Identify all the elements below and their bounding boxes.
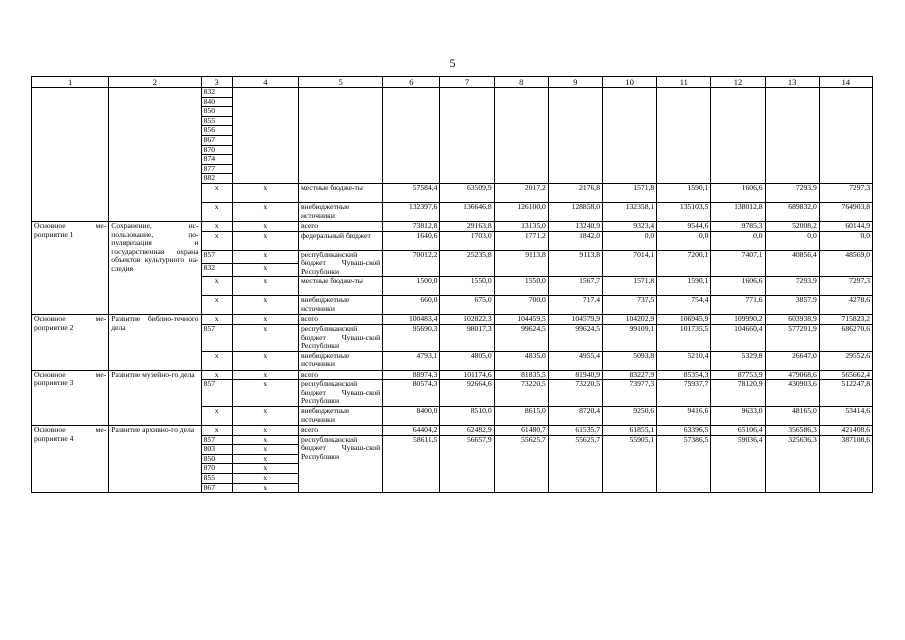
code-cell: x — [201, 426, 232, 436]
code-cell: 855 — [201, 116, 232, 126]
code-cell: x — [201, 202, 232, 221]
source-cell — [298, 88, 382, 184]
value-cell: 1771,2 — [494, 231, 548, 250]
value-cell: 1640,6 — [383, 231, 440, 250]
title-cell — [109, 88, 201, 222]
col4-cell: x — [232, 250, 298, 263]
value-cell — [765, 88, 819, 184]
value-cell: 104202,9 — [603, 315, 657, 325]
col4-cell — [232, 88, 298, 184]
budget-table — [31, 76, 873, 493]
value-cell: 104660,4 — [711, 324, 765, 351]
value-cell: 53414,6 — [819, 407, 872, 426]
code-cell: x — [201, 183, 232, 202]
value-cell: 126100,0 — [494, 202, 548, 221]
value-cell: 70012,2 — [383, 250, 440, 277]
value-cell: 675,0 — [440, 296, 494, 315]
value-cell: 83227,9 — [603, 370, 657, 380]
page-number: 5 — [449, 56, 456, 70]
value-cell: 57584,4 — [383, 183, 440, 202]
value-cell: 61535,7 — [548, 426, 602, 436]
value-cell — [657, 88, 711, 184]
value-cell: 660,0 — [383, 296, 440, 315]
value-cell: 61480,7 — [494, 426, 548, 436]
code-cell: 874 — [201, 155, 232, 165]
value-cell: 5210,4 — [657, 351, 711, 370]
column-header: 7 — [440, 77, 494, 88]
value-cell: 2176,8 — [548, 183, 602, 202]
value-cell: 1606,6 — [711, 277, 765, 296]
value-cell: 88974,3 — [383, 370, 440, 380]
value-cell: 9113,8 — [494, 250, 548, 277]
value-cell — [711, 88, 765, 184]
value-cell: 0,0 — [603, 231, 657, 250]
value-cell: 9416,6 — [657, 407, 711, 426]
value-cell: 9113,8 — [548, 250, 602, 277]
value-cell: 0,0 — [657, 231, 711, 250]
code-cell: 870 — [201, 464, 232, 474]
source-cell: республиканский бюджет Чуваш-ской Республики — [298, 380, 382, 407]
value-cell: 7293,9 — [765, 277, 819, 296]
value-cell: 64404,2 — [383, 426, 440, 436]
table-row — [32, 315, 873, 325]
value-cell: 5093,8 — [603, 351, 657, 370]
value-cell: 4793,1 — [383, 351, 440, 370]
value-cell: 78120,9 — [711, 380, 765, 407]
value-cell: 7293,9 — [765, 183, 819, 202]
source-cell: республиканский бюджет Чуваш-ской Республики — [298, 250, 382, 277]
source-cell: внебюджетные источники — [298, 202, 382, 221]
table-row — [32, 221, 873, 231]
col4-cell: x — [232, 351, 298, 370]
source-cell: всего — [298, 315, 382, 325]
code-cell: x — [201, 315, 232, 325]
value-cell: 7014,1 — [603, 250, 657, 277]
col4-cell: x — [232, 183, 298, 202]
code-cell: 840 — [201, 97, 232, 107]
source-cell: республиканский бюджет Чуваш-ской Республики — [298, 435, 382, 493]
col4-cell: x — [232, 407, 298, 426]
value-cell — [603, 88, 657, 184]
value-cell: 717,4 — [548, 296, 602, 315]
title-cell: Сохранение, ис-пользование, по-пуляризация и государственная охрана объектов культурного на-следия — [109, 221, 201, 314]
column-header: 14 — [819, 77, 872, 88]
source-cell: всего — [298, 221, 382, 231]
value-cell: 9323,4 — [603, 221, 657, 231]
value-cell: 479068,6 — [765, 370, 819, 380]
value-cell: 421408,6 — [819, 426, 872, 436]
value-cell: 81835,5 — [494, 370, 548, 380]
code-cell: 857 — [201, 324, 232, 351]
value-cell: 73220,5 — [494, 380, 548, 407]
value-cell: 512247,8 — [819, 380, 872, 407]
column-header: 12 — [711, 77, 765, 88]
code-cell: 832 — [201, 263, 232, 276]
value-cell: 104579,9 — [548, 315, 602, 325]
value-cell: 1842,0 — [548, 231, 602, 250]
value-cell: 48165,0 — [765, 407, 819, 426]
value-cell: 58611,5 — [383, 435, 440, 493]
value-cell: 109990,2 — [711, 315, 765, 325]
value-cell: 9785,3 — [711, 221, 765, 231]
code-cell: x — [201, 296, 232, 315]
value-cell: 56657,9 — [440, 435, 494, 493]
value-cell: 99624,5 — [494, 324, 548, 351]
source-cell: местные бюдже-ты — [298, 183, 382, 202]
value-cell: 92664,6 — [440, 380, 494, 407]
col4-cell: x — [232, 464, 298, 474]
value-cell: 1590,1 — [657, 183, 711, 202]
value-cell: 81940,9 — [548, 370, 602, 380]
col4-cell: x — [232, 483, 298, 493]
value-cell — [548, 88, 602, 184]
column-header: 10 — [603, 77, 657, 88]
col4-cell: x — [232, 454, 298, 464]
value-cell: 61855,1 — [603, 426, 657, 436]
col4-cell: x — [232, 324, 298, 351]
value-cell: 4805,0 — [440, 351, 494, 370]
title-cell: Развитие архивно-го дела — [109, 426, 201, 493]
column-header: 3 — [201, 77, 232, 88]
column-header: 9 — [548, 77, 602, 88]
event-cell: Основное ме-роприятие 4 — [32, 426, 109, 493]
value-cell: 40856,4 — [765, 250, 819, 277]
col4-cell: x — [232, 315, 298, 325]
value-cell: 104459,5 — [494, 315, 548, 325]
col4-cell: x — [232, 296, 298, 315]
value-cell: 8510,0 — [440, 407, 494, 426]
value-cell: 52008,2 — [765, 221, 819, 231]
value-cell: 8400,0 — [383, 407, 440, 426]
table-row — [32, 88, 873, 98]
col4-cell: x — [232, 426, 298, 436]
value-cell: 686270,6 — [819, 324, 872, 351]
value-cell: 102822,3 — [440, 315, 494, 325]
col4-cell: x — [232, 370, 298, 380]
value-cell: 1567,7 — [548, 277, 602, 296]
col4-cell: x — [232, 380, 298, 407]
value-cell: 715823,2 — [819, 315, 872, 325]
value-cell: 132358,1 — [603, 202, 657, 221]
value-cell: 135103,5 — [657, 202, 711, 221]
value-cell: 7297,3 — [819, 183, 872, 202]
value-cell: 98017,3 — [440, 324, 494, 351]
code-cell: 855 — [201, 474, 232, 484]
column-header: 6 — [383, 77, 440, 88]
value-cell: 73977,3 — [603, 380, 657, 407]
code-cell: 856 — [201, 126, 232, 136]
value-cell: 55625,7 — [548, 435, 602, 493]
value-cell — [383, 88, 440, 184]
value-cell: 80574,3 — [383, 380, 440, 407]
value-cell: 13135,0 — [494, 221, 548, 231]
code-cell: x — [201, 221, 232, 231]
column-header: 2 — [109, 77, 201, 88]
value-cell: 1550,0 — [440, 277, 494, 296]
source-cell: внебюджетные источники — [298, 407, 382, 426]
value-cell: 63396,5 — [657, 426, 711, 436]
value-cell: 128858,0 — [548, 202, 602, 221]
col4-cell: x — [232, 277, 298, 296]
value-cell: 764903,8 — [819, 202, 872, 221]
column-header: 5 — [298, 77, 382, 88]
value-cell: 101174,6 — [440, 370, 494, 380]
value-cell: 57386,5 — [657, 435, 711, 493]
value-cell: 62482,9 — [440, 426, 494, 436]
code-cell: 850 — [201, 454, 232, 464]
event-cell: Основное ме-роприятие 1 — [32, 221, 109, 314]
value-cell: 1550,0 — [494, 277, 548, 296]
column-header: 4 — [232, 77, 298, 88]
table-row — [32, 426, 873, 436]
code-cell: x — [201, 407, 232, 426]
source-cell: внебюджетные источники — [298, 351, 382, 370]
col4-cell: x — [232, 263, 298, 276]
event-cell: Основное ме-роприятие 3 — [32, 370, 109, 425]
col4-cell: x — [232, 202, 298, 221]
source-cell: республиканский бюджет Чуваш-ской Республики — [298, 324, 382, 351]
value-cell: 73220,5 — [548, 380, 602, 407]
value-cell: 4835,0 — [494, 351, 548, 370]
value-cell: 29163,8 — [440, 221, 494, 231]
value-cell — [494, 88, 548, 184]
value-cell: 138012,8 — [711, 202, 765, 221]
code-cell: x — [201, 277, 232, 296]
column-header: 1 — [32, 77, 109, 88]
code-cell: 850 — [201, 107, 232, 117]
title-cell: Развитие музейно-го дела — [109, 370, 201, 425]
value-cell — [819, 88, 872, 184]
value-cell: 565662,4 — [819, 370, 872, 380]
value-cell: 603938,9 — [765, 315, 819, 325]
value-cell: 5329,8 — [711, 351, 765, 370]
value-cell: 100483,4 — [383, 315, 440, 325]
code-cell: 857 — [201, 250, 232, 263]
value-cell: 387108,6 — [819, 435, 872, 493]
value-cell: 1606,6 — [711, 183, 765, 202]
value-cell: 55625,7 — [494, 435, 548, 493]
value-cell: 26647,0 — [765, 351, 819, 370]
value-cell: 1590,1 — [657, 277, 711, 296]
event-cell: Основное ме-роприятие 2 — [32, 315, 109, 370]
value-cell: 60144,9 — [819, 221, 872, 231]
col4-cell: x — [232, 445, 298, 455]
value-cell: 4278,6 — [819, 296, 872, 315]
col4-cell: x — [232, 231, 298, 250]
code-cell: 803 — [201, 445, 232, 455]
value-cell: 99109,1 — [603, 324, 657, 351]
value-cell: 9250,6 — [603, 407, 657, 426]
value-cell: 73812,8 — [383, 221, 440, 231]
value-cell: 325636,3 — [765, 435, 819, 493]
value-cell: 0,0 — [711, 231, 765, 250]
event-cell — [32, 88, 109, 222]
code-cell: x — [201, 351, 232, 370]
value-cell: 101735,5 — [657, 324, 711, 351]
value-cell: 4955,4 — [548, 351, 602, 370]
code-cell: 867 — [201, 483, 232, 493]
value-cell: 430903,6 — [765, 380, 819, 407]
value-cell: 48569,0 — [819, 250, 872, 277]
source-cell: местные бюдже-ты — [298, 277, 382, 296]
code-cell: 832 — [201, 88, 232, 98]
value-cell: 8720,4 — [548, 407, 602, 426]
value-cell: 0,0 — [765, 231, 819, 250]
col4-cell: x — [232, 221, 298, 231]
value-cell: 737,5 — [603, 296, 657, 315]
column-header: 11 — [657, 77, 711, 88]
value-cell: 25235,8 — [440, 250, 494, 277]
col4-cell: x — [232, 435, 298, 445]
code-cell: 867 — [201, 135, 232, 145]
value-cell: 7407,1 — [711, 250, 765, 277]
value-cell: 754,4 — [657, 296, 711, 315]
value-cell — [440, 88, 494, 184]
value-cell: 132397,6 — [383, 202, 440, 221]
value-cell: 1500,0 — [383, 277, 440, 296]
source-cell: федеральный бюджет — [298, 231, 382, 250]
value-cell: 356586,3 — [765, 426, 819, 436]
value-cell: 1703,0 — [440, 231, 494, 250]
code-cell: 857 — [201, 380, 232, 407]
value-cell: 95690,3 — [383, 324, 440, 351]
value-cell: 3857,9 — [765, 296, 819, 315]
value-cell: 8615,0 — [494, 407, 548, 426]
value-cell: 55905,1 — [603, 435, 657, 493]
title-cell: Развитие библио-течного дела — [109, 315, 201, 370]
value-cell: 136646,8 — [440, 202, 494, 221]
code-cell: 857 — [201, 435, 232, 445]
value-cell: 75937,7 — [657, 380, 711, 407]
column-header: 13 — [765, 77, 819, 88]
value-cell: 689832,0 — [765, 202, 819, 221]
value-cell: 99624,5 — [548, 324, 602, 351]
code-cell: 882 — [201, 174, 232, 184]
value-cell: 29552,6 — [819, 351, 872, 370]
value-cell: 700,0 — [494, 296, 548, 315]
code-cell: x — [201, 231, 232, 250]
source-cell: всего — [298, 370, 382, 380]
source-cell: внебюджетные источники — [298, 296, 382, 315]
source-cell: всего — [298, 426, 382, 436]
value-cell: 2017,2 — [494, 183, 548, 202]
value-cell: 87753,9 — [711, 370, 765, 380]
value-cell: 9544,6 — [657, 221, 711, 231]
value-cell: 7297,3 — [819, 277, 872, 296]
value-cell: 9633,0 — [711, 407, 765, 426]
value-cell: 0,0 — [819, 231, 872, 250]
code-cell: 870 — [201, 145, 232, 155]
value-cell: 63509,9 — [440, 183, 494, 202]
value-cell: 13240,9 — [548, 221, 602, 231]
value-cell: 577291,9 — [765, 324, 819, 351]
value-cell: 1571,8 — [603, 277, 657, 296]
value-cell: 1571,8 — [603, 183, 657, 202]
code-cell: 877 — [201, 164, 232, 174]
value-cell: 106945,9 — [657, 315, 711, 325]
value-cell: 59036,4 — [711, 435, 765, 493]
header-row — [32, 77, 873, 88]
value-cell: 771,6 — [711, 296, 765, 315]
col4-cell: x — [232, 474, 298, 484]
value-cell: 7200,1 — [657, 250, 711, 277]
code-cell: x — [201, 370, 232, 380]
value-cell: 85354,3 — [657, 370, 711, 380]
value-cell: 65106,4 — [711, 426, 765, 436]
column-header: 8 — [494, 77, 548, 88]
